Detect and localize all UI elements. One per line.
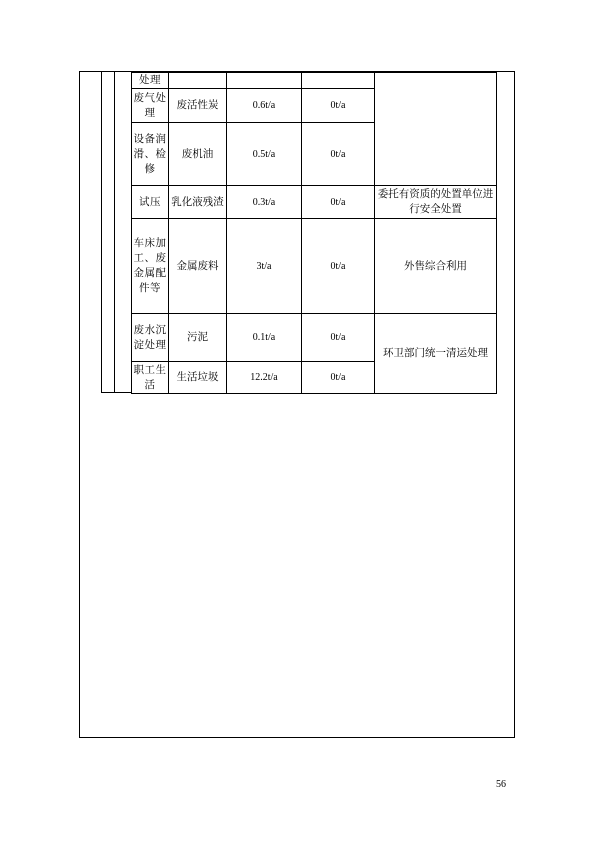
discharged-amount-cell: 0t/a bbox=[302, 314, 375, 362]
generated-amount-cell: 0.5t/a bbox=[227, 123, 302, 186]
table-row bbox=[132, 186, 497, 219]
disposal-hazardous-cell: 委托有资质的处置单位进行安全处置 bbox=[375, 186, 497, 219]
discharged-amount-cell: 0t/a bbox=[302, 362, 375, 394]
generated-amount-cell: 0.6t/a bbox=[227, 89, 302, 123]
generated-amount-cell bbox=[227, 73, 302, 89]
source-cell: 车床加工、废金属配件等 bbox=[132, 219, 169, 314]
waste-name-cell: 乳化液残渣 bbox=[169, 186, 227, 219]
page-number: 56 bbox=[496, 779, 506, 790]
source-cell: 废气处理 bbox=[132, 89, 169, 123]
disposal-metal-cell: 外售综合利用 bbox=[375, 219, 497, 314]
generated-amount-cell: 3t/a bbox=[227, 219, 302, 314]
outer-column-divider bbox=[101, 71, 102, 393]
waste-name-cell: 金属废料 bbox=[169, 219, 227, 314]
discharged-amount-cell: 0t/a bbox=[302, 89, 375, 123]
waste-name-cell bbox=[169, 73, 227, 89]
solid-waste-table bbox=[131, 72, 497, 394]
source-cell: 处理 bbox=[132, 73, 169, 89]
generated-amount-cell: 0.1t/a bbox=[227, 314, 302, 362]
generated-amount-cell: 12.2t/a bbox=[227, 362, 302, 394]
source-cell: 试压 bbox=[132, 186, 169, 219]
discharged-amount-cell: 0t/a bbox=[302, 186, 375, 219]
disposal-sanitation-cell: 环卫部门统一清运处理 bbox=[375, 314, 497, 394]
source-cell: 设备润滑、检修 bbox=[132, 123, 169, 186]
waste-name-cell: 废机油 bbox=[169, 123, 227, 186]
waste-name-cell: 生活垃圾 bbox=[169, 362, 227, 394]
table-row bbox=[132, 219, 497, 314]
left-columns-bottom-line bbox=[101, 392, 131, 393]
discharged-amount-cell: 0t/a bbox=[302, 219, 375, 314]
generated-amount-cell: 0.3t/a bbox=[227, 186, 302, 219]
table-row bbox=[132, 314, 497, 362]
waste-name-cell: 废活性炭 bbox=[169, 89, 227, 123]
disposal-cell-blank bbox=[375, 73, 497, 186]
inner-column-divider bbox=[114, 71, 115, 393]
source-cell: 职工生活 bbox=[132, 362, 169, 394]
table-row bbox=[132, 73, 497, 89]
source-cell: 废水沉淀处理 bbox=[132, 314, 169, 362]
discharged-amount-cell bbox=[302, 73, 375, 89]
discharged-amount-cell: 0t/a bbox=[302, 123, 375, 186]
waste-name-cell: 污泥 bbox=[169, 314, 227, 362]
